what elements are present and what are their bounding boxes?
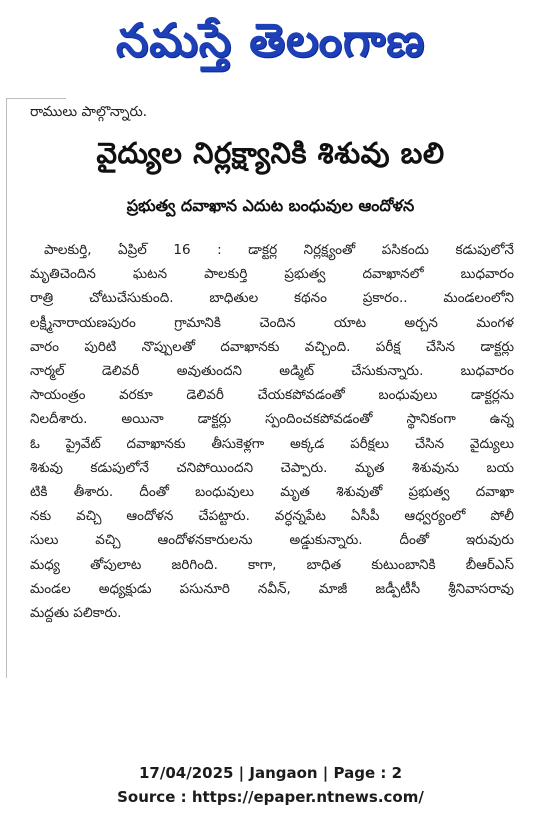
body-line: నార్మల్ డెలివరీ అవుతుందని అడ్మిట్ చేసుకున్నారు. బుధవారం [30, 363, 514, 380]
body-line: రాత్రి చోటుచేసుకుంది. బాధితుల కథనం ప్రకారం.. మండలంలోని [30, 290, 514, 307]
body-line: టికి తీశారు. దీంతో బంధువులు మృత శిశువుతో ప్రభుత్వ దవాఖా [30, 484, 514, 501]
body-line: శిశువు కడుపులోనే చనిపోయిందని చెప్పారు. మృత శిశువును బయ [30, 459, 514, 476]
body-line: లక్ష్మీనారాయణపురం గ్రామానికి చెందిన యాట అర్చన మంగళ [30, 314, 514, 331]
body-line: వారం పురిటి నొప్పులతో దవాఖానకు వచ్చింది. పరీక్ష చేసిన డాక్టర్లు [30, 338, 514, 355]
body-line: ఓ ప్రైవేట్ దవాఖానకు తీసుకెళ్లగా అక్కడ పరీక్షలు చేసిన వైద్యులు [30, 435, 514, 452]
body-line: మద్దతు పలికారు. [30, 605, 122, 622]
body-line: మండల అధ్యక్షుడు పసునూరి నవీన్, మాజీ జడ్పీటీసీ శ్రీనివాసరావు [30, 580, 514, 597]
body-line: సాయంత్రం వరకూ డెలివరీ చేయకపోవడంతో బంధువులు డాక్టర్లను [30, 387, 514, 404]
clipping-top-rule [6, 98, 66, 99]
article-headline: వైద్యుల నిర్లక్ష్యానికి శిశువు బలి [96, 136, 445, 170]
body-line: సులు వచ్చి ఆందోళనకారులను అడ్డుకున్నారు. దీంతో ఇరువురు [30, 532, 514, 549]
body-line: మృతిచెందిన ఘటన పాలకుర్తి ప్రభుత్వ దవాఖానలో బుధవారం [30, 266, 514, 283]
body-line: మధ్య తోపులాట జరిగింది. కాగా, బాధిత కుటుంబానికి బీఆర్ఎస్ [30, 556, 514, 573]
masthead-title: నమస్తే తెలంగాణ [115, 13, 426, 67]
previous-article-tail: రాములు పాల్గొన్నారు. [30, 104, 148, 120]
article-subheadline: ప్రభుత్వ దవాఖాన ఎదుట బంధువుల ఆందోళన [126, 196, 415, 215]
article-body [30, 238, 514, 625]
newspaper-masthead [0, 6, 541, 78]
body-line: నకు వచ్చి ఆందోళన చేపట్టారు. వర్ధన్నపేట ఏసీపీ ఆధ్వర్యంలో పోలీ [30, 508, 514, 525]
body-line: పాలకుర్తి, ఏప్రిల్ 16 : డాక్టర్ల నిర్లక్ష్యంతో పసికందు కడుపులోనే [44, 242, 514, 258]
body-line: నిలదీశారు. అయినా డాక్టర్లు స్పందించకపోవడంతో స్థానికంగా ఉన్న [30, 411, 514, 428]
source-line: Source : https://epaper.ntnews.com/ [117, 788, 424, 806]
edition-date-line: 17/04/2025 | Jangaon | Page : 2 [138, 764, 403, 782]
